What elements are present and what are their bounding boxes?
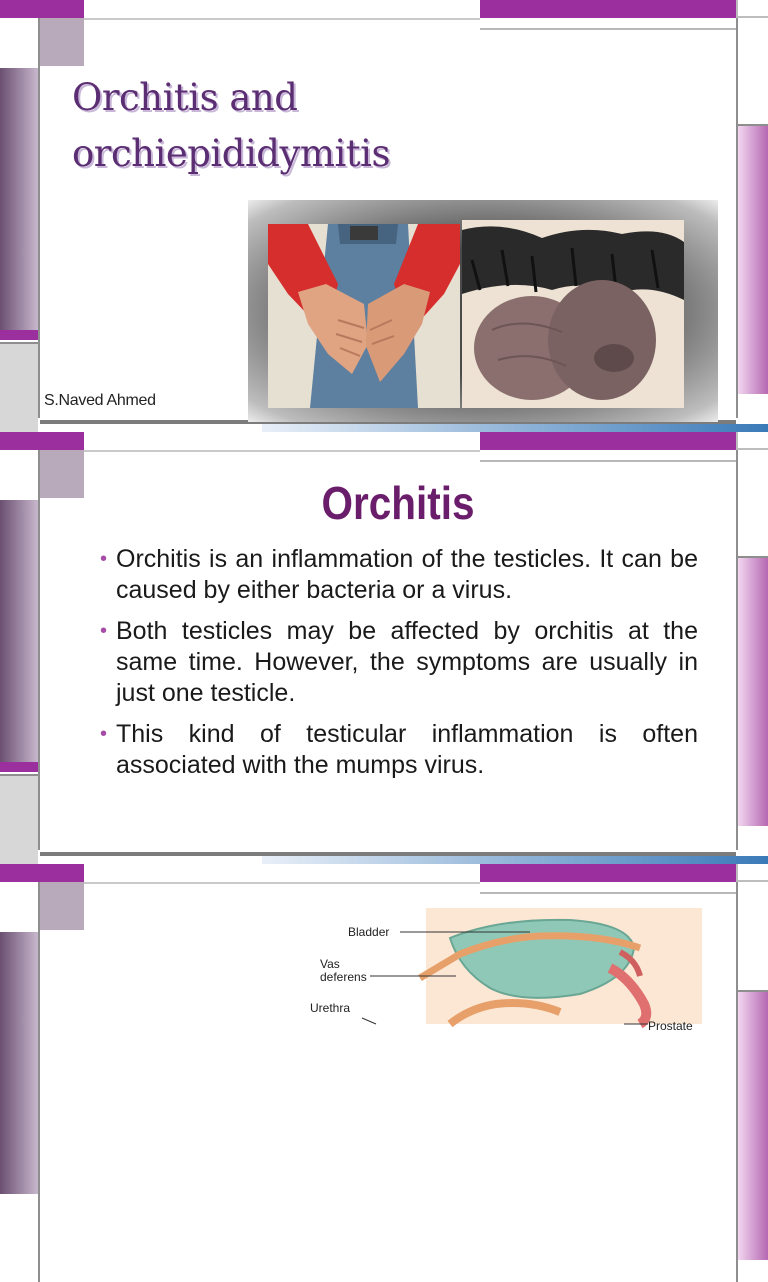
frame-top-line xyxy=(84,450,480,452)
frame-right-gradient-strip xyxy=(738,556,768,826)
frame-bottom-blue-bar xyxy=(262,424,768,432)
bullet-text: Both testicles may be affected by orchitis at the same time. However, the symptoms are usually in just one testicle. xyxy=(116,617,698,707)
bullet-dot-icon: • xyxy=(100,620,108,642)
frame-top-right-bar xyxy=(480,0,736,18)
slide-2 xyxy=(0,432,768,864)
frame-left-box xyxy=(40,882,84,930)
photo-hands-clutching-groin xyxy=(268,224,460,408)
frame-top-left-bar xyxy=(0,432,84,450)
frame-bottom-blue-bar xyxy=(262,856,768,864)
frame-left-grey-strip xyxy=(0,342,38,432)
frame-corner-box xyxy=(736,0,768,18)
frame-right-gradient-strip xyxy=(738,990,768,1260)
frame-corner-box xyxy=(736,432,768,450)
bullet-dot-icon: • xyxy=(100,548,108,570)
anatomy-diagram xyxy=(300,908,702,1033)
frame-left-gradient-strip xyxy=(0,932,38,1194)
frame-top-left-bar xyxy=(0,864,84,882)
frame-right-gradient-strip xyxy=(738,124,768,394)
label-bladder: Bladder xyxy=(348,925,390,939)
frame-left-gradient-strip xyxy=(0,500,38,762)
slide-1 xyxy=(0,0,768,432)
frame-left-line xyxy=(38,18,40,418)
frame-left-box xyxy=(40,18,84,66)
frame-top-right-line xyxy=(480,882,736,894)
slide-title: Orchitis xyxy=(321,477,475,529)
frame-top-line xyxy=(84,882,480,884)
frame-top-left-bar xyxy=(0,0,84,18)
bullet-text: Orchitis is an inflammation of the testicles. It can be caused by either bacteria or a virus. xyxy=(116,545,698,604)
bullet-list xyxy=(100,544,698,791)
frame-left-line xyxy=(38,450,40,850)
frame-left-magenta-strip xyxy=(0,330,38,340)
bullet-text: This kind of testicular inflammation is often associated with the mumps virus. xyxy=(116,720,698,779)
frame-left-grey-strip xyxy=(0,774,38,864)
slide-3 xyxy=(0,864,768,1033)
frame-left-magenta-strip xyxy=(0,762,38,772)
bullet-item xyxy=(100,719,698,781)
frame-top-right-line xyxy=(480,450,736,462)
slide-title: Orchitis and orchiepididymitis xyxy=(72,76,390,175)
label-vas-deferens: Vas deferens xyxy=(320,957,367,984)
bullet-dot-icon: • xyxy=(100,723,108,745)
bullet-item xyxy=(100,544,698,606)
author-name: S.Naved Ahmed xyxy=(44,392,156,409)
frame-left-gradient-strip xyxy=(0,68,38,330)
photo-swollen-scrotum xyxy=(462,220,684,408)
frame-top-right-bar xyxy=(480,864,736,882)
bullet-item xyxy=(100,616,698,709)
frame-corner-box xyxy=(736,864,768,882)
frame-top-line xyxy=(84,18,480,20)
frame-left-line xyxy=(38,882,40,1282)
frame-top-right-bar xyxy=(480,432,736,450)
label-urethra: Urethra xyxy=(310,1001,351,1015)
frame-top-right-line xyxy=(480,18,736,30)
label-prostate: Prostate xyxy=(648,1019,693,1033)
